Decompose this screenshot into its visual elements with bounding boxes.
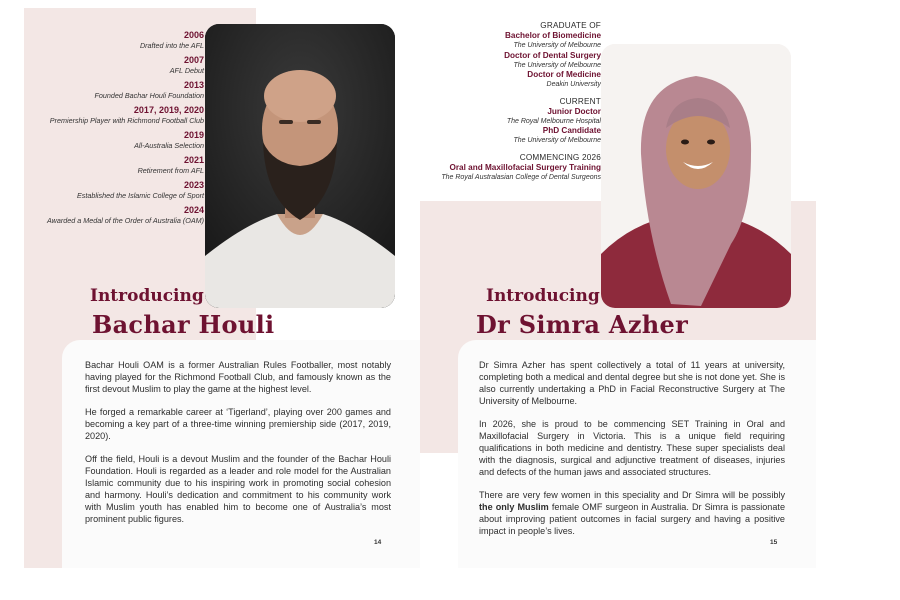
bio-paragraph bbox=[479, 489, 785, 537]
timeline-item bbox=[14, 205, 204, 225]
profile-name-bachar: Bachar Houli bbox=[92, 310, 275, 339]
portrait-photo-simra bbox=[601, 44, 791, 308]
introducing-label-left: Introducing bbox=[90, 286, 204, 306]
credential-title: Bachelor of Biomedicine bbox=[505, 31, 601, 40]
credential-institution: The University of Melbourne bbox=[513, 61, 601, 69]
timeline-text: Founded Bachar Houli Foundation bbox=[94, 91, 204, 100]
bio-text-run: There are very few women in this speciality and Dr Simra will be possibly bbox=[479, 490, 785, 500]
credential-title: PhD Candidate bbox=[542, 126, 601, 135]
timeline-year: 2024 bbox=[183, 205, 204, 215]
timeline-item bbox=[14, 155, 204, 175]
credentials-heading: CURRENT bbox=[559, 96, 601, 106]
page-number-right: 15 bbox=[770, 539, 778, 546]
credentials-heading: COMMENCING 2026 bbox=[519, 152, 601, 162]
timeline-year: 2019 bbox=[183, 130, 204, 140]
credentials-block bbox=[341, 20, 601, 182]
bio-emphasis: the only Muslim bbox=[479, 502, 549, 512]
credential-institution: The University of Melbourne bbox=[513, 137, 601, 144]
timeline-item bbox=[14, 80, 204, 100]
timeline-text: Established the Islamic College of Sport bbox=[76, 191, 204, 200]
timeline-year: 2006 bbox=[183, 30, 204, 40]
bio-paragraph: Off the field, Houli is a devout Muslim and the founder of the Bachar Houli Foundation. Houli is regarded as a leader and role model for the Australian Islamic community due to his inspiring work in promoting social cohesion and harmony. Houli’s dedication and commitment to his community work with Muslim youth has enabled him to become one of Australia’s most prominent public figures. bbox=[85, 454, 391, 524]
introducing-label-right: Introducing bbox=[486, 286, 600, 306]
timeline-year: 2013 bbox=[183, 80, 204, 90]
credential-institution: The Royal Melbourne Hospital bbox=[506, 117, 601, 125]
credential-institution: The Royal Australasian College of Dental Surgeons bbox=[441, 173, 601, 181]
credential-title: Oral and Maxillofacial Surgery Training bbox=[449, 162, 601, 172]
timeline-year: 2007 bbox=[183, 55, 204, 65]
page-right bbox=[420, 8, 816, 568]
career-timeline bbox=[14, 30, 204, 230]
timeline-text: All-Australia Selection bbox=[134, 141, 204, 150]
bio-text-run: female OMF surgeon in Australia. Dr Simra is passionate about improving patient outcomes in facial surgery and having a positive impact in people’s lives. bbox=[479, 502, 786, 536]
timeline-item bbox=[14, 30, 204, 50]
timeline-year: 2023 bbox=[183, 180, 204, 190]
timeline-item bbox=[14, 180, 204, 200]
credential-institution: The University of Melbourne bbox=[513, 42, 601, 49]
portrait-illustration bbox=[601, 44, 791, 308]
timeline-item bbox=[14, 105, 204, 125]
timeline-year: 2021 bbox=[183, 155, 204, 165]
timeline-text: AFL Debut bbox=[169, 66, 204, 75]
page-number-left: 14 bbox=[374, 539, 382, 546]
timeline-year: 2017, 2019, 2020 bbox=[133, 105, 204, 115]
timeline-text: Awarded a Medal of the Order of Australia (OAM) bbox=[47, 216, 204, 225]
timeline-text: Retirement from AFL bbox=[137, 166, 204, 175]
bio-text-bachar bbox=[85, 359, 391, 536]
timeline-item bbox=[14, 130, 204, 150]
bio-paragraph: In 2026, she is proud to be commencing SET Training in Oral and Maxillofacial Surgery in Victoria. This is a unique field requiring qualifications in both medicine and dentistry. These super specialists deal with the diagnosis, surgical and adjunctive treatment of diseases, injuries and defects of the human jaws and associated structures. bbox=[479, 419, 785, 477]
bio-text-simra bbox=[479, 359, 785, 548]
credential-title: Junior Doctor bbox=[547, 106, 601, 116]
profile-name-simra: Dr Simra Azher bbox=[476, 310, 689, 339]
credential-title: Doctor of Dental Surgery bbox=[504, 50, 601, 60]
timeline-text: Premiership Player with Richmond Football Club bbox=[49, 116, 204, 125]
timeline-item bbox=[14, 55, 204, 75]
credential-institution: Deakin University bbox=[546, 81, 601, 88]
timeline-text: Drafted into the AFL bbox=[139, 41, 204, 50]
bio-paragraph: Bachar Houli OAM is a former Australian Rules Footballer, most notably having played for the Richmond Football Club, and famously known as the first devout Muslim to play the game at the highest level. bbox=[85, 360, 391, 394]
credentials-heading: GRADUATE OF bbox=[540, 21, 601, 30]
bio-paragraph: He forged a remarkable career at ‘Tigerland’, playing over 200 games and becoming a key part of a three-time winning premiership side (2017, 2019, 2020). bbox=[85, 407, 391, 441]
bio-paragraph: Dr Simra Azher has spent collectively a total of 11 years at university, completing both a medical and dental degree but she is not done yet. She is also currently undertaking a PhD in Facial Reconstructive Surgery at The University of Melbourne. bbox=[479, 360, 785, 406]
credential-title: Doctor of Medicine bbox=[527, 70, 601, 79]
